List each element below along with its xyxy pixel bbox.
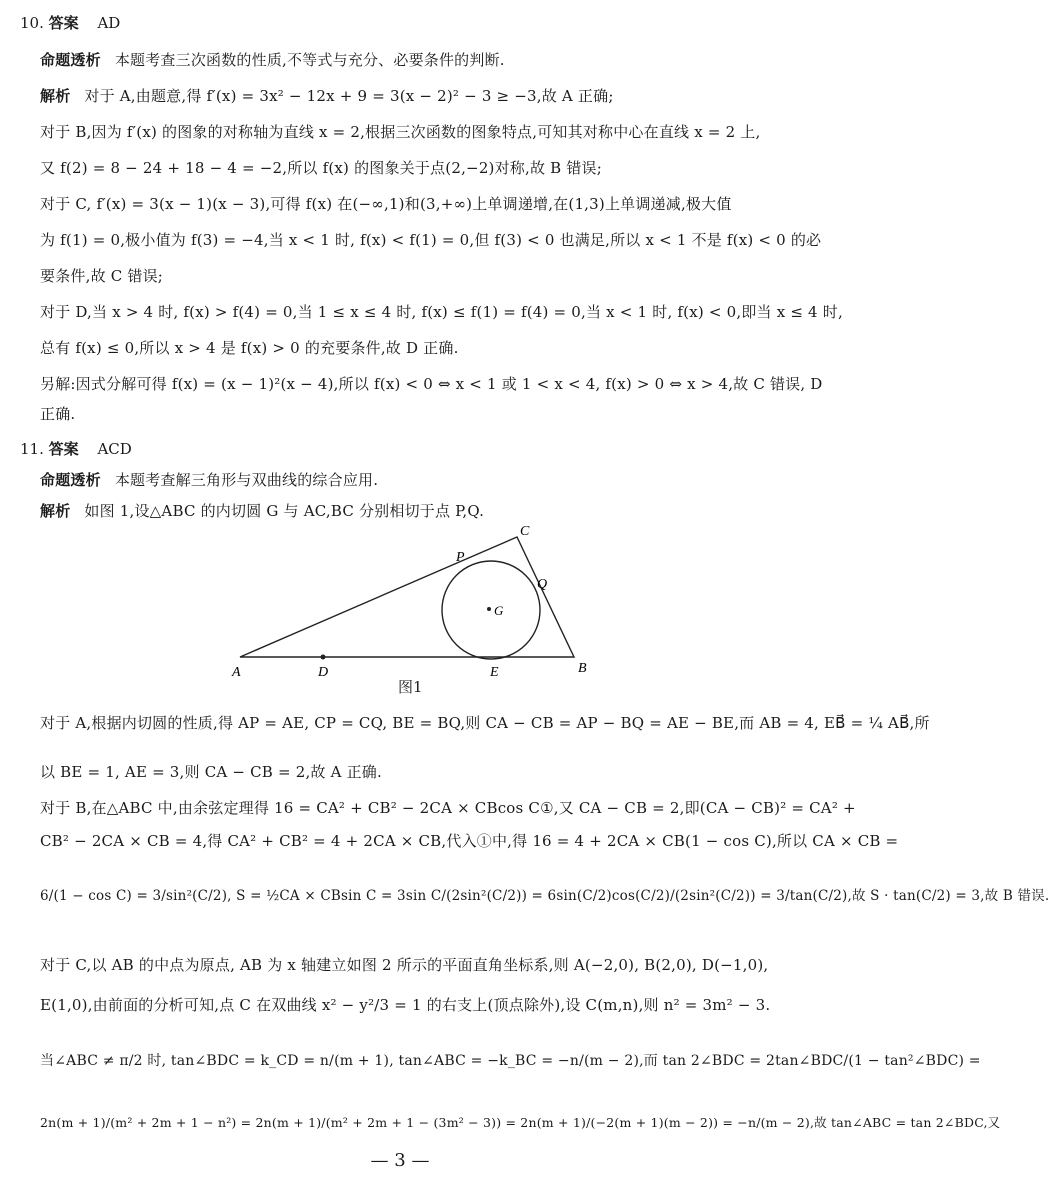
page-number: — 3 — xyxy=(370,1150,430,1171)
q11-insight-label: 命题透析 xyxy=(40,471,101,489)
triangle-abc xyxy=(240,537,574,657)
label-e: E xyxy=(490,665,499,680)
q11-number: 11. xyxy=(20,440,44,458)
q10-line-3: 对于 C, f′(x) = 3(x − 1)(x − 3),可得 f(x) 在(−∞,1)和(3,+∞)上单调递增,在(1,3)上单调递减,极大值 xyxy=(40,195,732,213)
label-q: Q xyxy=(537,577,548,592)
q10-line-7: 总有 f(x) ≤ 0,所以 x > 4 是 f(x) > 0 的充要条件,故 D 正确. xyxy=(40,339,459,357)
q10-header xyxy=(20,12,120,34)
figure-1-caption: 图1 xyxy=(398,678,423,696)
q11-header xyxy=(20,438,132,460)
q11-line-4: 6/(1 − cos C) = 3/sin²(C/2), S = ½CA × CBsin C = 3sin C/(2sin²(C/2)) = 6sin(C/2)cos(C/2)/(2sin²(C/2)) = 3/tan(C/2),故 S · tan(C/2) = 3,故 B 错误. xyxy=(40,888,1049,904)
label-a: A xyxy=(232,665,241,680)
q11-line-7: 当∠ABC ≠ π/2 时, tan∠BDC = k_CD = n/(m + 1), tan∠ABC = −k_BC = −n/(m − 2),而 tan 2∠BDC = 2tan∠BDC/(1 − tan²∠BDC) = xyxy=(40,1053,981,1069)
label-c: C xyxy=(520,524,530,539)
q10-line-1: 对于 B,因为 f′(x) 的图象的对称轴为直线 x = 2,根据三次函数的图象特点,可知其对称中心在直线 x = 2 上, xyxy=(40,123,761,141)
q10-insight-label: 命题透析 xyxy=(40,51,101,69)
q11-intro-text: 如图 1,设△ABC 的内切圆 G 与 AC,BC 分别相切于点 P,Q. xyxy=(84,502,485,520)
label-b: B xyxy=(578,661,587,676)
q10-number: 10. xyxy=(20,14,44,32)
q11-answer-label: 答案 xyxy=(48,440,79,458)
q11-line-3: CB² − 2CA × CB = 4,得 CA² + CB² = 4 + 2CA × CB,代入①中,得 16 = 4 + 2CA × CB(1 − cos C),所以 CA × CB = xyxy=(40,832,899,850)
figure-1 xyxy=(226,526,596,696)
q10-line-2: 又 f(2) = 8 − 24 + 18 − 4 = −2,所以 f(x) 的图象关于点(2,−2)对称,故 B 错误; xyxy=(40,159,602,177)
q10-insight xyxy=(40,49,505,71)
center-g-dot xyxy=(487,607,491,611)
q10-line-9: 正确. xyxy=(40,405,76,423)
q10-insight-text: 本题考查三次函数的性质,不等式与充分、必要条件的判断. xyxy=(114,51,505,69)
q11-line-2: 对于 B,在△ABC 中,由余弦定理得 16 = CA² + CB² − 2CA × CBcos C①,又 CA − CB = 2,即(CA − CB)² = CA² + xyxy=(40,799,856,817)
q10-line-text: 对于 A,由题意,得 f′(x) = 3x² − 12x + 9 = 3(x − 2)² − 3 ≥ −3,故 A 正确; xyxy=(84,87,614,105)
q11-line-1: 以 BE = 1, AE = 3,则 CA − CB = 2,故 A 正确. xyxy=(40,763,382,781)
q11-line-0: 对于 A,根据内切圆的性质,得 AP = AE, CP = CQ, BE = BQ,则 CA − CB = AP − BQ = AE − BE,而 AB = 4, EB⃗ = ¼ AB⃗,所 xyxy=(40,714,930,732)
q11-answer: ACD xyxy=(97,440,132,458)
label-p: P xyxy=(456,550,465,565)
q11-analysis-label: 解析 xyxy=(40,502,71,520)
q11-insight xyxy=(40,469,378,491)
q10-line-6: 对于 D,当 x > 4 时, f(x) > f(4) = 0,当 1 ≤ x ≤ 4 时, f(x) ≤ f(1) = f(4) = 0,当 x < 1 时, f(x) < 0,即当 x ≤ 4 时, xyxy=(40,303,843,321)
q11-line-8: 2n(m + 1)/(m² + 2m + 1 − n²) = 2n(m + 1)/(m² + 2m + 1 − (3m² − 3)) = 2n(m + 1)/(−2(m + 1)(m − 2)) = −n/(m − 2),故 tan∠ABC = tan 2∠BDC,又 xyxy=(40,1115,1001,1130)
q10-line-8: 另解:因式分解可得 f(x) = (x − 1)²(x − 4),所以 f(x) < 0 ⇔ x < 1 或 1 < x < 4, f(x) > 0 ⇔ x > 4,故 C 错误, D xyxy=(40,375,823,393)
q10-line-5: 要条件,故 C 错误; xyxy=(40,267,164,285)
q10-answer-label: 答案 xyxy=(48,14,79,32)
q10-line-4: 为 f(1) = 0,极小值为 f(3) = −4,当 x < 1 时, f(x) < f(1) = 0,但 f(3) < 0 也满足,所以 x < 1 不是 f(x) < 0 的必 xyxy=(40,231,822,249)
q11-intro xyxy=(40,500,484,522)
q10-analysis-label: 解析 xyxy=(40,87,71,105)
q10-analysis-line-0 xyxy=(40,85,614,107)
q11-insight-text: 本题考查解三角形与双曲线的综合应用. xyxy=(114,471,379,489)
q10-answer: AD xyxy=(97,14,121,32)
label-g: G xyxy=(494,603,504,618)
q11-line-6: E(1,0),由前面的分析可知,点 C 在双曲线 x² − y²/3 = 1 的右支上(顶点除外),设 C(m,n),则 n² = 3m² − 3. xyxy=(40,996,771,1014)
point-d-dot xyxy=(321,655,326,660)
incircle-g xyxy=(442,561,540,659)
q11-line-5: 对于 C,以 AB 的中点为原点, AB 为 x 轴建立如图 2 所示的平面直角坐标系,则 A(−2,0), B(2,0), D(−1,0), xyxy=(40,956,769,974)
label-d: D xyxy=(318,665,329,680)
